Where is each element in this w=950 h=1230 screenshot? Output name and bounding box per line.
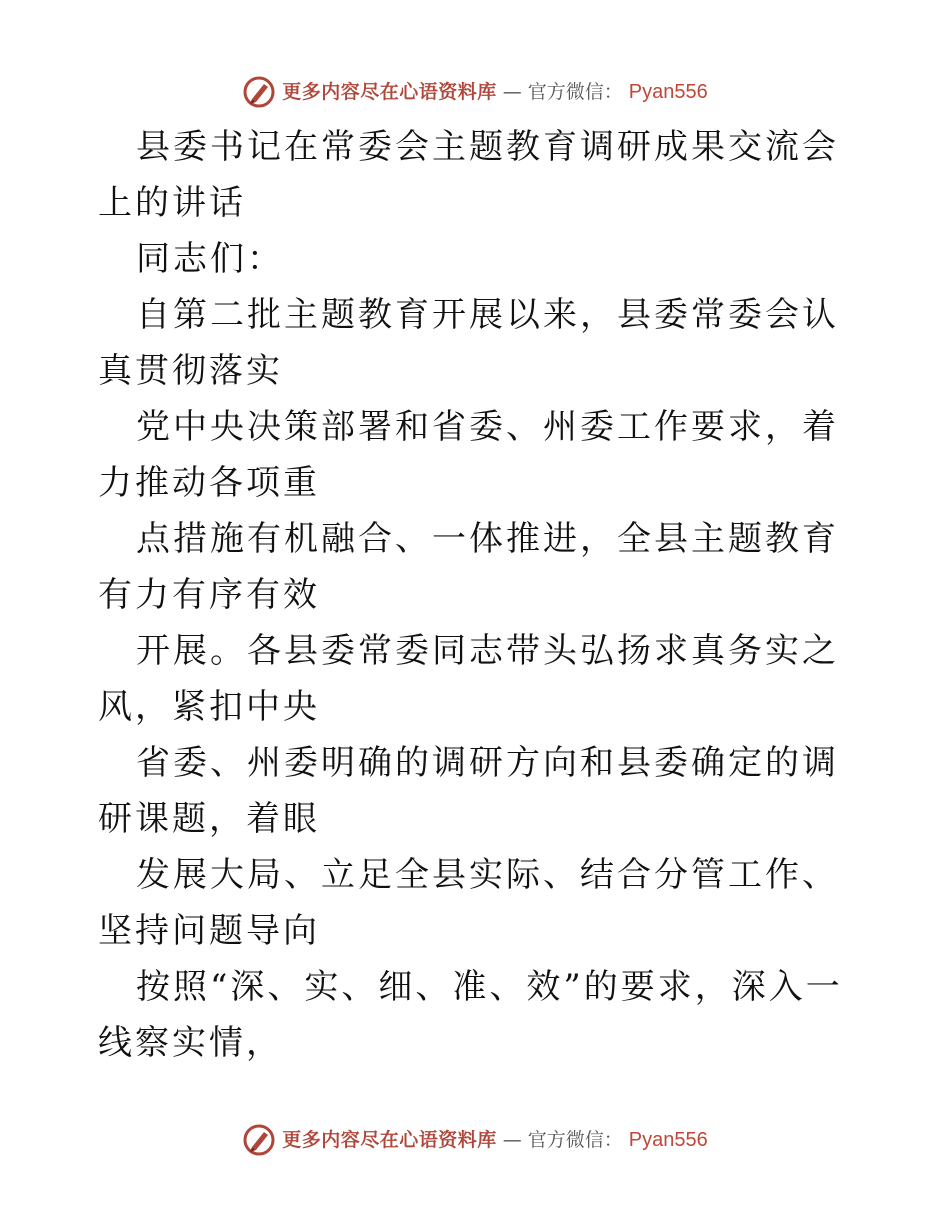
pen-circle-logo-icon bbox=[242, 1123, 276, 1157]
header-banner-wechat-id: Pyan556 bbox=[628, 81, 708, 103]
header-banner-dash: — bbox=[502, 80, 522, 103]
paragraph: 发展大局、立足全县实际、结合分管工作、坚持问题导向 bbox=[98, 855, 839, 951]
footer-banner-dash: — bbox=[502, 1128, 522, 1151]
header-banner-wechat-label: 官方微信： bbox=[527, 80, 623, 103]
footer-banner-title: 更多内容尽在心语资料库 bbox=[282, 1128, 497, 1151]
pen-circle-logo-icon bbox=[242, 75, 276, 109]
footer-watermark-banner bbox=[0, 1120, 950, 1160]
paragraph: 党中央决策部署和省委、州委工作要求，着力推动各项重 bbox=[98, 407, 839, 503]
document-body bbox=[98, 119, 858, 1071]
footer-banner-wechat-id: Pyan556 bbox=[628, 1129, 708, 1151]
paragraph: 自第二批主题教育开展以来，县委常委会认真贯彻落实 bbox=[98, 295, 839, 391]
paragraph: 开展。各县委常委同志带头弘扬求真务实之风，紧扣中央 bbox=[98, 631, 839, 727]
header-banner-title: 更多内容尽在心语资料库 bbox=[282, 80, 497, 103]
paragraph: 省委、州委明确的调研方向和县委确定的调研课题，着眼 bbox=[98, 743, 839, 839]
document-title: 县委书记在常委会主题教育调研成果交流会上的讲话 bbox=[98, 127, 839, 223]
salutation: 同志们： bbox=[136, 239, 284, 279]
paragraph: 点措施有机融合、一体推进，全县主题教育有力有序有效 bbox=[98, 519, 839, 615]
header-watermark-banner bbox=[0, 72, 950, 112]
paragraph: 按照“深、实、细、准、效”的要求，深入一线察实情， bbox=[98, 967, 843, 1063]
footer-banner-wechat-label: 官方微信： bbox=[527, 1128, 623, 1151]
